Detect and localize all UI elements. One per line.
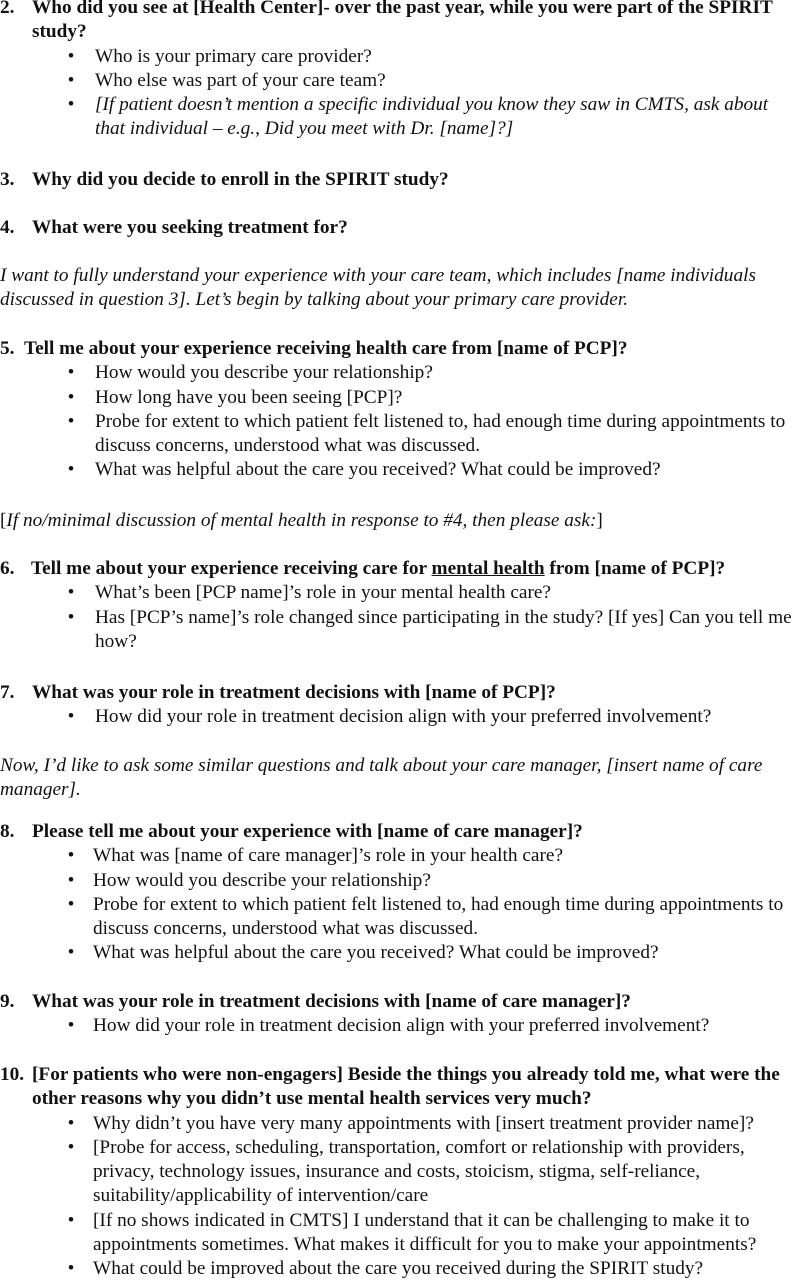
intro-paragraph-care-manager: Now, I’d like to ask some similar questions and talk about your care manager, [insert name of care manager]. [0, 755, 763, 801]
question-6 [0, 557, 799, 654]
bullet-text: How would you describe your relationship? [95, 362, 433, 384]
bullet-text: What could be improved about the care you received during the SPIRIT study? [93, 1258, 704, 1280]
question-5 [0, 337, 799, 483]
question-8 [0, 820, 799, 966]
list-item [0, 869, 799, 893]
question-text: Tell me about your experience receiving health care from [name of PCP]? [24, 338, 628, 359]
mental-health-note [0, 509, 799, 533]
list-item [0, 1209, 799, 1258]
intro-paragraph-pcp: I want to fully understand your experience with your care team, which includes [name individuals discussed in question 3]. Let’s begin by talking about your primary care provider. [0, 265, 756, 311]
bullet-icon: • [67, 582, 75, 604]
list-item [0, 93, 799, 142]
question-10-bullets [0, 1112, 799, 1282]
question-text: What were you seeking treatment for? [32, 217, 348, 238]
question-text-part: from [name of PCP]? [544, 558, 726, 579]
bullet-text: How long have you been seeing [PCP]? [95, 386, 403, 408]
list-item [0, 69, 799, 93]
list-item [0, 1112, 799, 1136]
question-number: 6. [0, 558, 15, 579]
bullet-text: What was helpful about the care you received? What could be improved? [93, 942, 659, 964]
bullet-icon: • [67, 606, 75, 628]
bullet-icon: • [67, 94, 75, 116]
question-number: 8. [0, 821, 15, 842]
question-text: Please tell me about your experience with [name of care manager]? [32, 821, 583, 842]
question-number: 2. [0, 0, 15, 18]
list-item [0, 1136, 799, 1209]
question-10-heading [0, 1063, 799, 1112]
question-8-heading [0, 820, 799, 844]
question-number: 3. [0, 169, 15, 190]
question-text-part: Tell me about your experience receiving care for [31, 558, 432, 579]
list-item [0, 45, 799, 69]
bullet-icon: • [67, 706, 75, 728]
list-item [0, 893, 799, 942]
question-10 [0, 1063, 799, 1282]
question-5-bullets [0, 361, 799, 482]
question-7-heading [0, 681, 799, 705]
bullet-icon: • [67, 869, 75, 891]
bullet-icon: • [67, 942, 75, 964]
bullet-text: Has [PCP’s name]’s role changed since participating in the study? [If yes] Can you tell me how? [95, 606, 792, 652]
note-open-bracket: [ [0, 510, 7, 531]
bullet-text: Why didn’t you have very many appointments with [insert treatment provider name]? [93, 1112, 754, 1134]
bullet-icon: • [67, 386, 75, 408]
question-text: Who did you see at [Health Center]- over the past year, while you were part of the SPIRIT study? [32, 0, 773, 43]
underlined-term: mental health [431, 558, 545, 579]
question-text: [For patients who were non-engagers] Beside the things you already told me, what were the other reasons why you didn’t use mental health services very much? [32, 1064, 780, 1110]
question-text: What was your role in treatment decisions with [name of PCP]? [32, 682, 556, 703]
bullet-text: How would you describe your relationship? [93, 869, 431, 891]
list-item [0, 844, 799, 868]
question-text [31, 557, 799, 581]
question-5-heading [0, 337, 799, 361]
question-3 [0, 168, 799, 192]
bullet-text: How did your role in treatment decision align with your preferred involvement? [93, 1015, 710, 1037]
list-item [0, 1014, 799, 1038]
list-item [0, 705, 799, 729]
question-6-heading [0, 557, 799, 581]
bullet-text: Who else was part of your care team? [95, 69, 386, 91]
list-item [0, 386, 799, 410]
list-item [0, 458, 799, 482]
question-8-bullets [0, 844, 799, 965]
bullet-icon: • [67, 45, 75, 67]
bullet-text: [If no shows indicated in CMTS] I understand that it can be challenging to make it to appointments sometimes. What makes it difficult for you to make your appointments? [93, 1209, 757, 1256]
bullet-icon: • [67, 459, 75, 481]
question-4-heading [0, 216, 799, 240]
question-2-bullets [0, 45, 799, 142]
note-text: If no/minimal discussion of mental health in response to #4, then please ask: [6, 510, 597, 531]
bullet-icon: • [67, 1015, 75, 1037]
question-9-heading [0, 990, 799, 1014]
bullet-text: Probe for extent to which patient felt listened to, had enough time during appointments to discuss concerns, understood what was discussed. [95, 410, 786, 457]
bullet-icon: • [67, 362, 75, 384]
question-number: 4. [0, 217, 15, 238]
bullet-icon: • [67, 1209, 75, 1231]
list-item [0, 581, 799, 605]
bullet-icon: • [67, 845, 75, 867]
question-2-heading [0, 0, 799, 45]
list-item [0, 410, 799, 459]
list-item [0, 606, 799, 655]
list-item [0, 1257, 799, 1281]
question-2 [0, 0, 799, 142]
bullet-text: What’s been [PCP name]’s role in your mental health care? [95, 582, 551, 604]
list-item [0, 361, 799, 385]
question-number: 7. [0, 682, 15, 703]
question-7 [0, 681, 799, 730]
bullet-icon: • [67, 1136, 75, 1158]
bullet-icon: • [67, 1112, 75, 1134]
question-number: 10. [0, 1064, 25, 1085]
question-text: Why did you decide to enroll in the SPIRIT study? [32, 169, 449, 190]
question-number: 9. [0, 991, 15, 1012]
question-3-heading [0, 168, 799, 192]
bullet-text: Who is your primary care provider? [95, 45, 372, 67]
question-9-bullets [0, 1014, 799, 1038]
bullet-text: What was [name of care manager]’s role in your health care? [93, 845, 564, 867]
bullet-text: What was helpful about the care you received? What could be improved? [95, 459, 661, 481]
bullet-icon: • [67, 410, 75, 432]
bullet-icon: • [67, 1258, 75, 1280]
list-item [0, 941, 799, 965]
bullet-icon: • [67, 69, 75, 91]
question-text: What was your role in treatment decisions with [name of care manager]? [32, 991, 631, 1012]
bullet-text: [If patient doesn’t mention a specific individual you know they saw in CMTS, ask about that individual – e.g., Did you meet with Dr. [name]?] [95, 94, 769, 140]
question-number: 5. [0, 338, 15, 359]
question-4 [0, 216, 799, 240]
question-7-bullets [0, 705, 799, 729]
bullet-icon: • [67, 893, 75, 915]
bullet-text: How did your role in treatment decision align with your preferred involvement? [95, 706, 712, 728]
bullet-text: [Probe for access, scheduling, transportation, comfort or relationship with providers, privacy, technology issues, insurance and costs, stoicism, stigma, self-reliance, suitability/applicability of intervention/care [93, 1136, 745, 1207]
note-close-bracket: ] [596, 510, 603, 531]
bullet-text: Probe for extent to which patient felt listened to, had enough time during appointments to discuss concerns, understood what was discussed. [93, 893, 784, 940]
question-9 [0, 990, 799, 1039]
question-6-bullets [0, 581, 799, 654]
